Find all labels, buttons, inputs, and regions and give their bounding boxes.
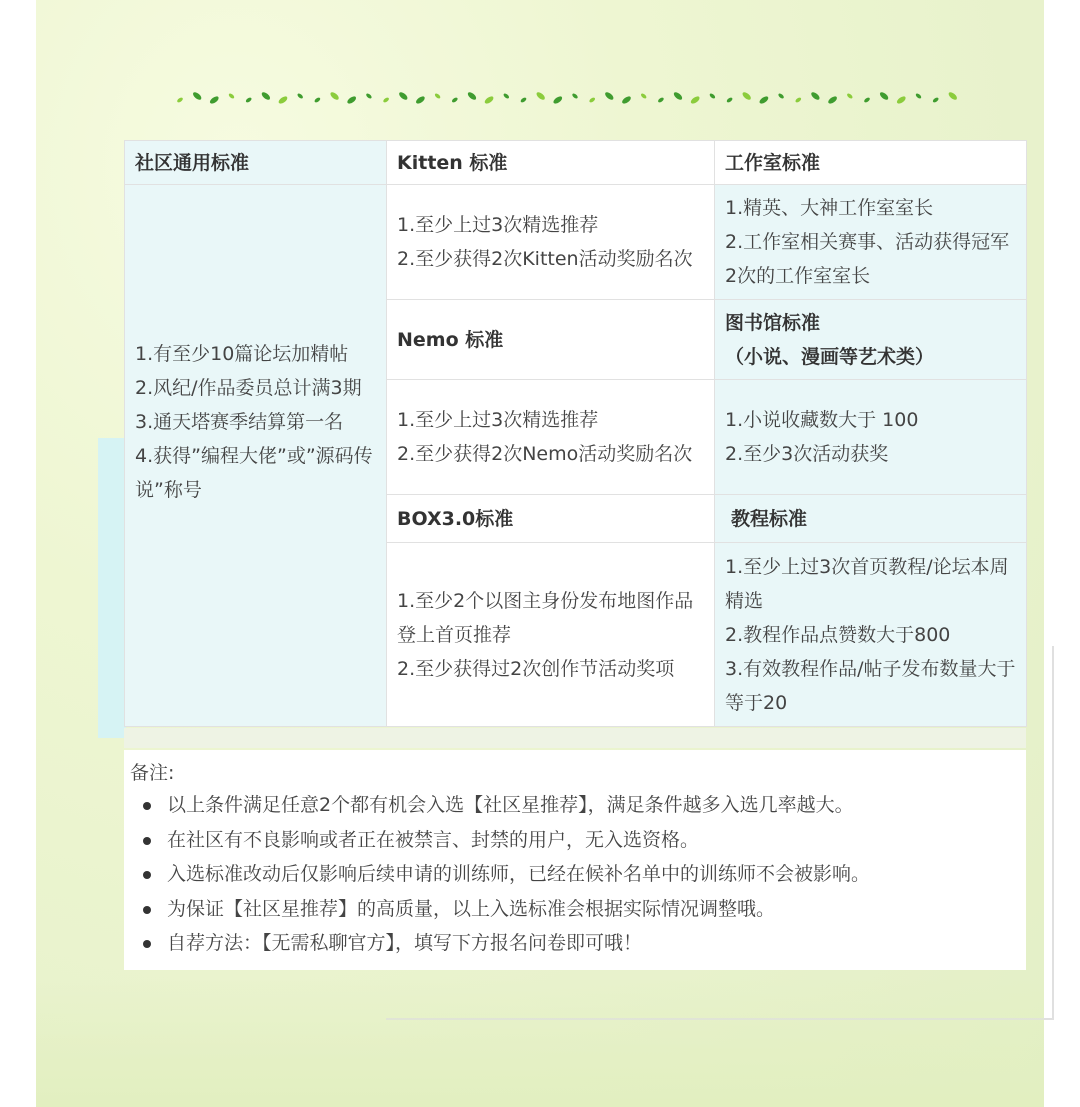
criteria-table [124, 140, 1027, 727]
criteria-line: 2.至少获得2次Kitten活动奖励名次 [397, 248, 693, 270]
leaf-icon [571, 93, 578, 100]
list-item: 以上条件满足任意2个都有机会入选【社区星推荐】，满足条件越多入选几率越大。 [167, 788, 870, 823]
criteria-line: 4.获得”编程大佬”或”源码传说”称号 [135, 445, 373, 501]
leaf-icon [726, 97, 733, 104]
leaf-icon [879, 91, 890, 101]
leaf-icon [741, 91, 752, 101]
community-criteria [125, 185, 387, 727]
leaf-icon [552, 95, 563, 105]
leaf-icon [365, 93, 372, 100]
leaf-icon [640, 93, 647, 100]
leaf-icon [846, 93, 853, 100]
leaf-icon [604, 91, 615, 101]
leaf-icon [484, 95, 495, 105]
leaf-icon [192, 91, 203, 101]
criteria-line: 1.有至少10篇论坛加精帖 [135, 343, 349, 365]
list-item: 自荐方法：【无需私聊官方】，填写下方报名问卷即可哦！ [167, 926, 870, 961]
leaf-icon [621, 95, 632, 105]
leaf-icon [346, 95, 357, 105]
leaf-icon [690, 95, 701, 105]
kitten-header: Kitten 标准 [387, 141, 715, 185]
leaf-icon [795, 97, 802, 104]
studio-criteria [715, 185, 1027, 300]
community-header: 社区通用标准 [125, 141, 387, 185]
criteria-line: 2.至少获得过2次创作节活动奖项 [397, 657, 675, 680]
criteria-line: 1.精英、大神工作室室长 [725, 197, 934, 219]
library-criteria [715, 380, 1027, 495]
leaf-icon [863, 97, 870, 104]
box-header: BOX3.0标准 [387, 495, 715, 543]
table-divider [124, 728, 1026, 748]
leaf-icon [434, 93, 441, 100]
leaf-icon [176, 97, 183, 104]
library-header [715, 300, 1027, 380]
criteria-line: 2.工作室相关赛事、活动获得冠军2次的工作室室长 [725, 231, 1010, 287]
leaf-icon [329, 91, 340, 101]
leaf-icon [260, 91, 271, 101]
page-background [36, 0, 1044, 1107]
nemo-criteria [387, 380, 715, 495]
criteria-line: 3.有效教程作品/帖子发布数量大于等于20 [725, 657, 1016, 714]
leaf-icon [932, 97, 939, 104]
criteria-line: 1.至少上过3次精选推荐 [397, 214, 599, 236]
leaf-icon [297, 93, 304, 100]
criteria-line: 2.至少获得2次Nemo活动奖励名次 [397, 443, 693, 465]
criteria-line: 1.至少2个以图主身份发布地图作品登上首页推荐 [397, 589, 694, 646]
leaf-icon [657, 97, 664, 104]
leaf-icon [466, 91, 477, 101]
leaf-icon [777, 93, 784, 100]
leaf-icon [314, 97, 321, 104]
list-item: 为保证【社区星推荐】的高质量，以上入选标准会根据实际情况调整哦。 [167, 892, 870, 927]
studio-header: 工作室标准 [715, 141, 1027, 185]
notes-panel [124, 750, 1026, 970]
leaf-icon [415, 95, 426, 105]
leaf-icon [451, 97, 458, 104]
list-item: 在社区有不良影响或者正在被禁言、封禁的用户，无入选资格。 [167, 823, 870, 858]
leaf-icon [827, 95, 838, 105]
criteria-line: 1.至少上过3次首页教程/论坛本周精选 [725, 555, 1009, 612]
list-item: 入选标准改动后仅影响后续申请的训练师，已经在候补名单中的训练师不会被影响。 [167, 857, 870, 892]
criteria-line: 2.至少3次活动获奖 [725, 443, 889, 465]
leaf-icon [709, 93, 716, 100]
table-row [125, 185, 1027, 300]
leaf-icon [758, 95, 769, 105]
leaf-icon [245, 97, 252, 104]
notes-title: 备注: [130, 762, 175, 784]
leaf-icon [535, 91, 546, 101]
leaf-icon [810, 91, 821, 101]
library-subtitle: （小说、漫画等艺术类） [725, 345, 935, 368]
library-title: 图书馆标准 [725, 311, 821, 334]
kitten-criteria [387, 185, 715, 300]
leaf-icon [209, 95, 220, 105]
criteria-line: 1.小说收藏数大于 100 [725, 409, 919, 431]
leaf-icon [915, 93, 922, 100]
criteria-line: 3.通天塔赛季结算第一名 [135, 411, 344, 433]
leaf-icon [398, 91, 409, 101]
leaf-icon [672, 91, 683, 101]
table-row [125, 141, 1027, 185]
leaf-vine-divider [174, 86, 964, 110]
leaf-icon [503, 93, 510, 100]
notes-list [124, 788, 870, 961]
criteria-line: 2.风纪/作品委员总计满3期 [135, 377, 362, 399]
tutorial-header: 教程标准 [715, 495, 1027, 543]
nemo-header: Nemo 标准 [387, 300, 715, 380]
leaf-icon [277, 95, 288, 105]
leaf-icon [520, 97, 527, 104]
leaf-icon [947, 91, 958, 101]
decorative-band [98, 438, 126, 738]
tutorial-criteria [715, 543, 1027, 727]
box-criteria [387, 543, 715, 727]
leaf-icon [382, 97, 389, 104]
leaf-icon [896, 95, 907, 105]
criteria-line: 2.教程作品点赞数大于800 [725, 623, 951, 646]
leaf-icon [589, 97, 596, 104]
leaf-icon [228, 93, 235, 100]
criteria-line: 1.至少上过3次精选推荐 [397, 409, 599, 431]
